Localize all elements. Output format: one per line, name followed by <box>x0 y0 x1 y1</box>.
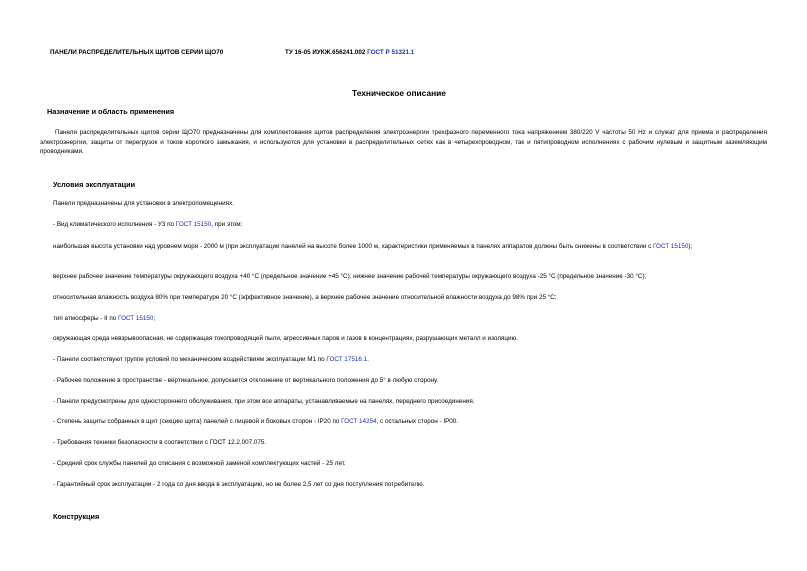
doc-header-right <box>285 49 414 56</box>
section-heading-purpose: Назначение и область применения <box>47 107 175 116</box>
section-heading-conditions: Условия эксплуатации <box>53 180 136 189</box>
conditions-p6-tail: ; <box>153 315 156 322</box>
conditions-p13: - Средний срок службы панелей до списания с возможной заменой комплектующих частей - 25 лет. <box>53 460 346 467</box>
conditions-p2 <box>53 221 242 228</box>
page-title: Техническое описание <box>352 88 446 98</box>
conditions-p8 <box>53 356 369 363</box>
conditions-p10: - Панели предусмотрены для одностороннего обслуживания, при этом все аппараты, устанавливаемые на панелях, переднего присоединения. <box>53 398 475 405</box>
section-heading-construction: Конструкция <box>53 512 100 521</box>
conditions-p9: - Рабочее положение в пространстве - вертикальное, допускается отклонение от вертикального положения до 5° в любую сторону. <box>53 377 439 384</box>
conditions-p2-text: - Вид климатического исполнения - У3 по <box>53 221 175 228</box>
gost-link-51321[interactable]: ГОСТ Р 51321.1 <box>367 49 415 56</box>
conditions-p8-text: - Панели соответствуют группе условий по механическим воздействиям эксплуатации М1 по <box>53 356 325 363</box>
conditions-p11 <box>53 418 458 425</box>
conditions-p3 <box>40 242 767 252</box>
conditions-p6 <box>53 315 155 322</box>
gost-link-15150-b[interactable]: ГОСТ 15150 <box>653 243 689 250</box>
conditions-p6-text: тип атмосферы - II по <box>53 315 117 322</box>
conditions-p8-tail: . <box>367 356 369 363</box>
gost-link-17516[interactable]: ГОСТ 17516.1 <box>326 356 368 363</box>
conditions-p14: - Гарантийный срок эксплуатации - 2 года со дня ввода в эксплуатацию, но не более 2,5 лет со дня поступления потребителю. <box>53 481 425 488</box>
purpose-paragraph: Панели распределительных щитов серии ЩО70 предназначены для комплектования щитов распределения электроэнергии трехфазного переменного тока напряжением 380/220 V частоты 50 Hz и служат для приема и распределения электроэнергии, защиты от перегрузок и токов короткого замыкания, и используются для установки в распределительных сетях как в четырехпроводном, так и пятипроводном исполнениях с рабочим нулевым и защитным заземляющим проводниками. <box>40 129 767 155</box>
doc-header-tu: ТУ 16-05 ИУКЖ.656241.002 <box>285 49 366 56</box>
doc-header-left: ПАНЕЛИ РАСПРЕДЕЛИТЕЛЬНЫХ ЩИТОВ СЕРИИ ЩО70 <box>50 49 224 56</box>
conditions-p3-text: наибольшая высота установки над уровнем моря - 2000 м (при эксплуатации панелей на высоте более 1000 м, характеристики применяемых в панелях аппаратов должны быть снижены в соответствии с <box>53 243 652 250</box>
conditions-p2-tail: , при этом: <box>211 221 243 228</box>
conditions-p11-text: - Степень защиты собранных в щит (секцию щита) панелей с лицевой и боковых сторон - IP20 по <box>53 418 340 425</box>
conditions-p12: - Требования техники безопасности в соответствии с ГОСТ 12.2.007.075. <box>53 439 267 446</box>
conditions-p7: окружающая среда невзрывоопасная, не содержащая токопроводящей пыли, агрессивных паров и газов в концентрациях, разрушающих металл и изоляцию. <box>53 335 518 342</box>
gost-link-15150-c[interactable]: ГОСТ 15150 <box>118 315 154 322</box>
gost-link-15150-a[interactable]: ГОСТ 15150 <box>175 221 212 228</box>
conditions-p4: верхнее рабочее значение температуры окружающего воздуха +40 °С (предельное значение +45 °С); нижнее значение рабочей температуры окружающего воздуха -25 °С (предельное значение -30 °С); <box>53 273 647 280</box>
conditions-p11-tail: , с остальных сторон - IP00. <box>376 418 459 425</box>
conditions-p1: Панели предназначены для установки в электропомещениях. <box>53 200 234 207</box>
conditions-p3-tail: ); <box>688 243 693 250</box>
gost-link-14254[interactable]: ГОСТ 14254 <box>341 418 377 425</box>
conditions-p5: относительная влажность воздуха 80% при температуре 20 °С (эффективное значение), а верхнее рабочее значение относительной влажности воздуха до 98% при 25 °С; <box>53 294 557 301</box>
